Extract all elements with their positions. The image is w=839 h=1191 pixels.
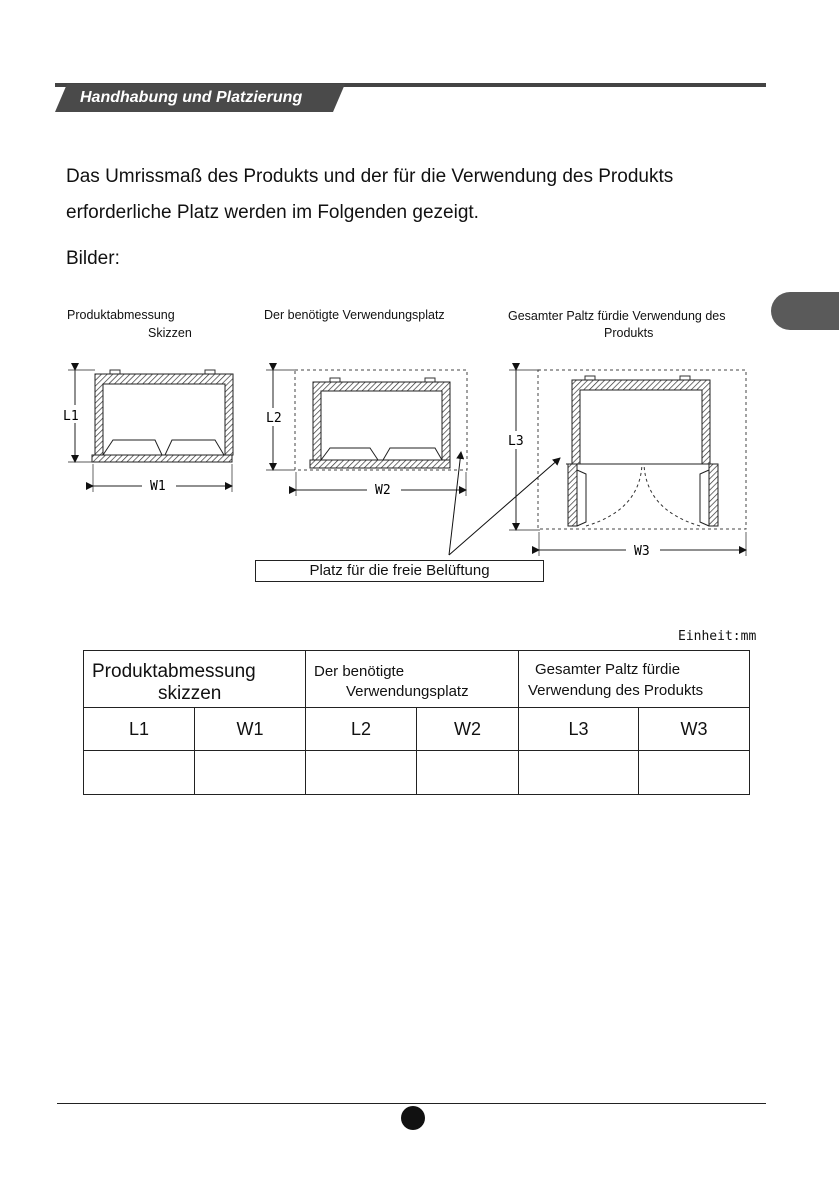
ventilation-arrow-1 xyxy=(449,452,461,555)
code-w2: W2 xyxy=(417,708,519,751)
code-l2: L2 xyxy=(306,708,417,751)
table-header-required-space: Der benötigte Verwendungsplatz xyxy=(306,651,519,708)
footer-rule xyxy=(57,1103,766,1104)
fig1-caption-line1: Produktabmessung xyxy=(67,308,175,322)
label-l2: L2 xyxy=(266,411,282,426)
value-w2 xyxy=(417,751,519,795)
table-header-product: Produktabmessung skizzen xyxy=(84,651,306,708)
fig2-required-space xyxy=(262,370,467,498)
ventilation-label: Platz für die freie Belüftung xyxy=(309,562,490,579)
code-l1: L1 xyxy=(84,708,195,751)
fig3-caption-line1: Gesamter Paltz fürdie Verwendung des xyxy=(508,309,726,323)
code-l3: L3 xyxy=(519,708,639,751)
unit-label: Einheit:mm xyxy=(678,629,757,644)
label-l3: L3 xyxy=(508,434,524,449)
fig2-caption: Der benötigte Verwendungsplatz xyxy=(264,308,445,322)
fig3-total-space xyxy=(504,370,746,558)
fig3-caption-line2: Produkts xyxy=(604,326,654,340)
pictures-label: Bilder: xyxy=(66,248,120,269)
table-header-total-space: Gesamter Paltz fürdie Verwendung des Produkts xyxy=(519,651,750,708)
fig1-caption-line2: Skizzen xyxy=(148,326,192,340)
fig1-product-sketch xyxy=(57,370,233,494)
code-w3: W3 xyxy=(639,708,750,751)
dimensions-table xyxy=(83,650,750,795)
value-w1 xyxy=(195,751,306,795)
label-w3: W3 xyxy=(634,544,650,559)
value-l2 xyxy=(306,751,417,795)
page-number-badge xyxy=(401,1106,425,1130)
code-w1: W1 xyxy=(195,708,306,751)
intro-line-1: Das Umrissmaß des Produkts und der für die Verwendung des Produkts xyxy=(66,166,674,187)
section-title: Handhabung und Platzierung xyxy=(80,89,303,106)
label-l1: L1 xyxy=(63,409,79,424)
label-w2: W2 xyxy=(375,483,391,498)
value-l3 xyxy=(519,751,639,795)
label-w1: W1 xyxy=(150,479,166,494)
intro-line-2: erforderliche Platz werden im Folgenden gezeigt. xyxy=(66,202,479,223)
value-l1 xyxy=(84,751,195,795)
value-w3 xyxy=(639,751,750,795)
